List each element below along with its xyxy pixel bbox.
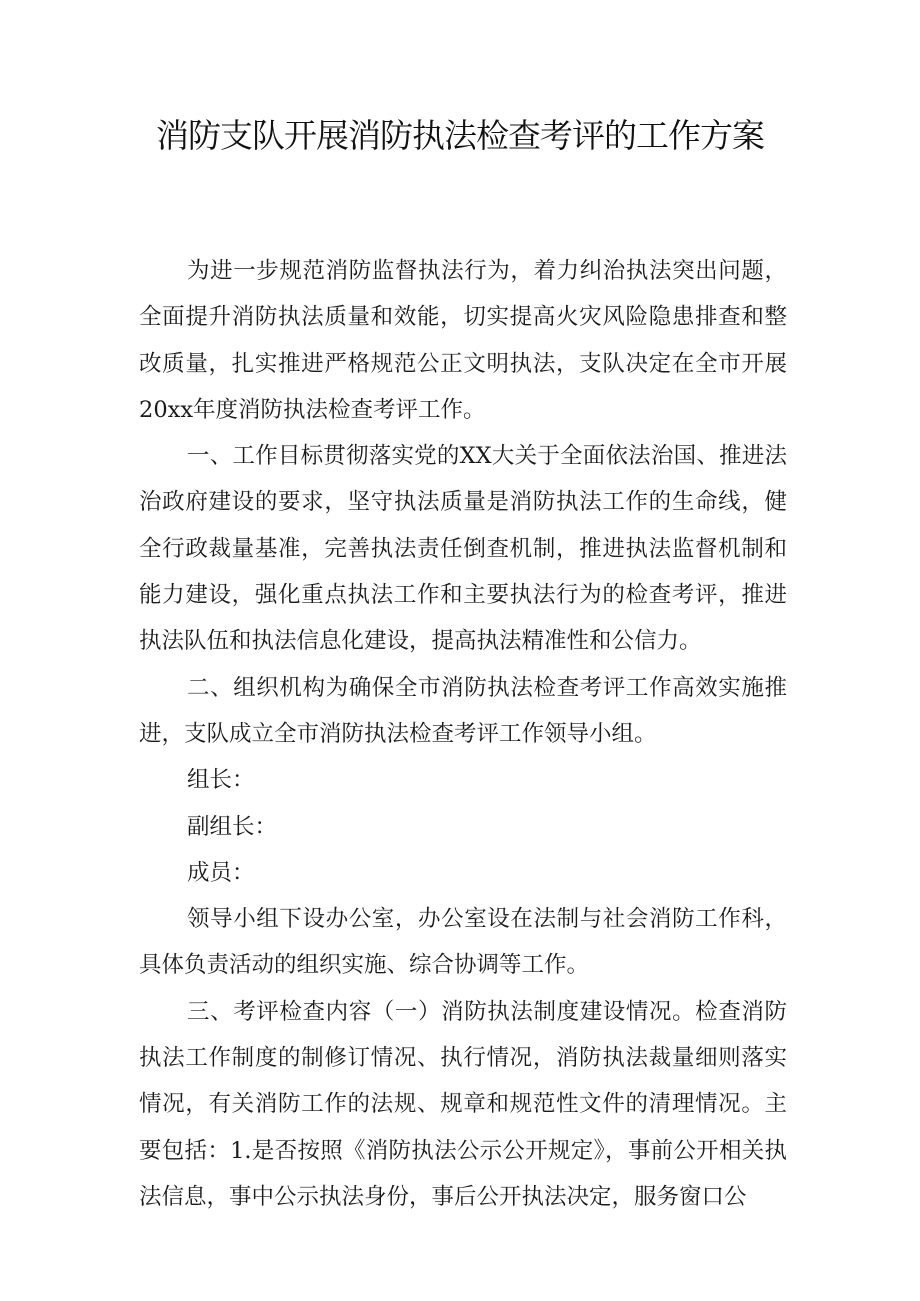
paragraph-organization: 二、组织机构为确保全市消防执法检查考评工作高效实施推进，支队成立全市消防执法检查考评工作领导小组。 xyxy=(139,674,787,747)
paragraph-office: 领导小组下设办公室，办公室设在法制与社会消防工作科，具体负责活动的组织实施、综合协调等工作。 xyxy=(139,906,787,979)
paragraph-members: 成员： xyxy=(187,859,255,886)
paragraph-intro: 为进一步规范消防监督执法行为，着力纠治执法突出问题，全面提升消防执法质量和效能，切实提高火灾风险隐患排查和整改质量，扎实推进严格规范公正文明执法，支队决定在全市开展20xx年度消防执法检查考评工作。 xyxy=(139,258,787,423)
paragraph-inspection-content: 三、考评检查内容（一）消防执法制度建设情况。检查消防执法工作制度的制修订情况、执行情况，消防执法裁量细则落实情况，有关消防工作的法规、规章和规范性文件的清理情况。主要包括：1.是否按照《消防执法公示公开规定》，事前公开相关执法信息，事中公示执法身份，事后公开执法决定，服务窗口公 xyxy=(139,998,787,1210)
document-title: 消防支队开展消防执法检查考评的工作方案 xyxy=(156,116,764,155)
document-body xyxy=(139,248,787,1220)
paragraph-work-goals: 一、工作目标贯彻落实党的XX大关于全面依法治国、推进法治政府建设的要求，坚守执法质量是消防执法工作的生命线，健全行政裁量基准，完善执法责任倒查机制，推进执法监督机制和能力建设，强化重点执法工作和主要执法行为的检查考评，推进执法队伍和执法信息化建设，提高执法精准性和公信力。 xyxy=(139,443,787,655)
paragraph-deputy-leader: 副组长： xyxy=(187,813,278,840)
paragraph-group-leader: 组长： xyxy=(187,767,255,794)
